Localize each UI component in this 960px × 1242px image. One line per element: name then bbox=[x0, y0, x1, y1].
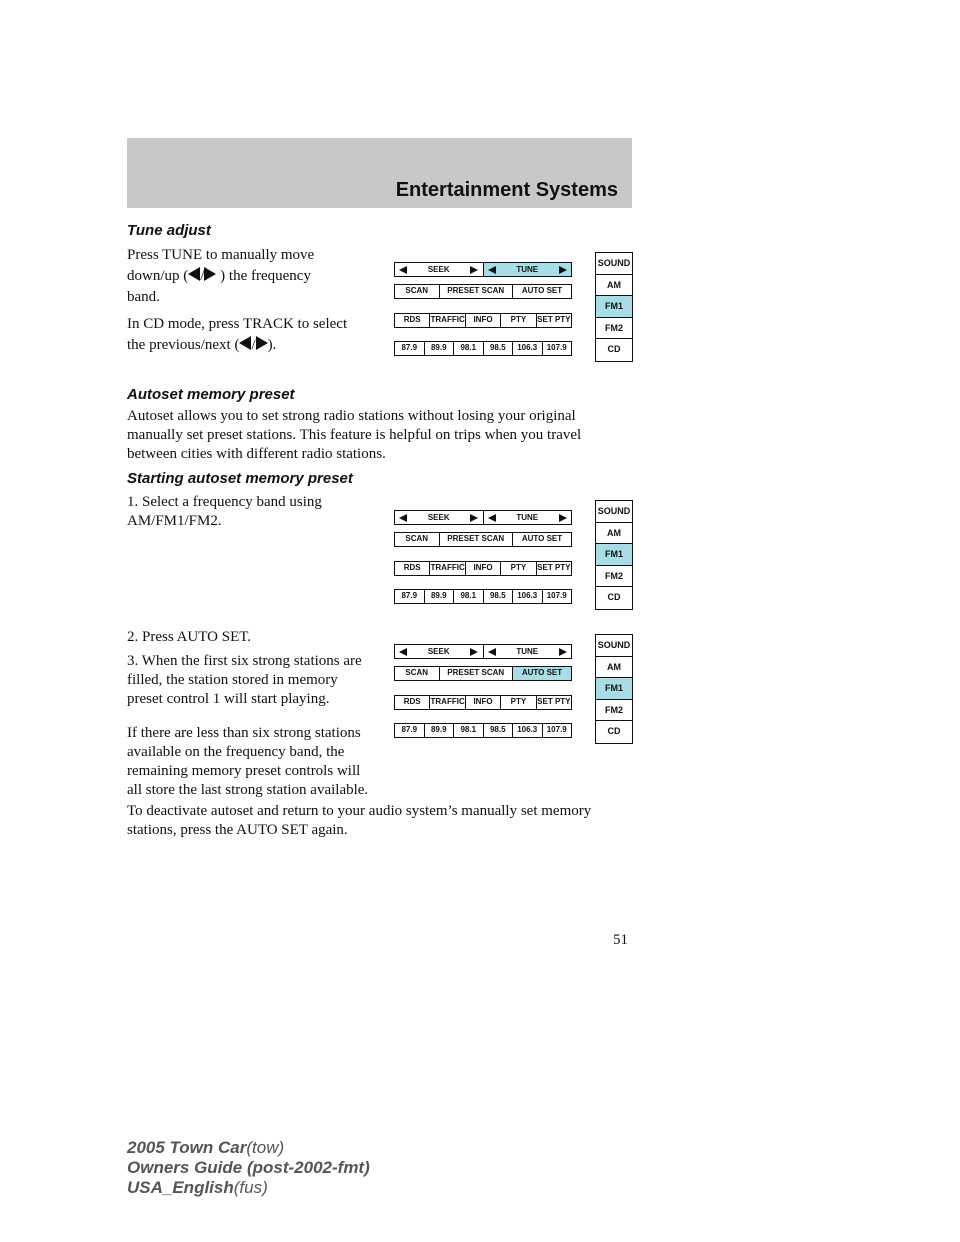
fm2-button[interactable]: FM2 bbox=[596, 566, 632, 588]
page-title: Entertainment Systems bbox=[395, 179, 618, 201]
preset-button[interactable]: 107.9 bbox=[546, 591, 567, 600]
presets-row bbox=[394, 341, 572, 356]
tune-down-icon bbox=[488, 266, 496, 274]
scan-row bbox=[394, 284, 572, 299]
sound-button[interactable]: SOUND bbox=[596, 253, 632, 275]
traffic-button[interactable]: TRAFFIC bbox=[430, 562, 465, 575]
set-pty-button[interactable]: SET PTY bbox=[537, 697, 571, 706]
preset-button[interactable]: 89.9 bbox=[425, 342, 455, 355]
tune-button[interactable] bbox=[484, 645, 572, 658]
set-pty-button[interactable]: SET PTY bbox=[537, 563, 571, 572]
side-buttons bbox=[595, 500, 633, 610]
preset-button[interactable]: 106.3 bbox=[513, 342, 543, 355]
fm1-button[interactable]: FM1 bbox=[596, 678, 632, 700]
arrow-right-icon bbox=[256, 336, 268, 350]
seek-down-icon bbox=[399, 648, 407, 656]
footer-model: 2005 Town Car bbox=[127, 1138, 247, 1157]
arrow-left-icon bbox=[188, 267, 200, 281]
text-line: Press TUNE to manually move bbox=[127, 247, 315, 263]
page-number: 51 bbox=[613, 932, 628, 948]
tune-button[interactable] bbox=[484, 263, 572, 276]
preset-scan-button[interactable]: PRESET SCAN bbox=[440, 533, 514, 546]
header-band bbox=[127, 138, 632, 208]
rds-row bbox=[394, 313, 572, 328]
seek-up-icon bbox=[470, 648, 478, 656]
footer-line-3 bbox=[127, 1178, 370, 1198]
seek-tune-row bbox=[394, 644, 572, 659]
text-line bbox=[127, 266, 387, 287]
scan-button[interactable]: SCAN bbox=[395, 667, 440, 680]
arrow-left-icon bbox=[239, 336, 251, 350]
set-pty-button[interactable]: SET PTY bbox=[537, 315, 571, 324]
fallback-text: If there are less than six strong stations available on the frequency band, the remaining memory preset controls will all store the last strong station available. bbox=[127, 725, 369, 798]
pty-button[interactable]: PTY bbox=[501, 314, 536, 327]
tune-button[interactable] bbox=[484, 511, 572, 524]
autoset-paragraph: Autoset allows you to set strong radio stations without losing your original manually set preset stations. This feature is helpful on trips when you travel between cities with different radio stations. bbox=[127, 408, 582, 462]
side-buttons bbox=[595, 252, 633, 362]
presets-row bbox=[394, 589, 572, 604]
fm2-button[interactable]: FM2 bbox=[596, 318, 632, 340]
auto-set-button[interactable]: AUTO SET bbox=[521, 286, 563, 295]
info-button[interactable]: INFO bbox=[466, 562, 501, 575]
footer bbox=[127, 1138, 370, 1198]
fm2-button[interactable]: FM2 bbox=[596, 700, 632, 722]
side-buttons bbox=[595, 634, 633, 744]
footer-model-code: (tow) bbox=[246, 1138, 285, 1157]
rds-button[interactable]: RDS bbox=[395, 314, 430, 327]
seek-button[interactable] bbox=[395, 511, 484, 524]
preset-button[interactable]: 106.3 bbox=[513, 590, 543, 603]
pty-button[interactable]: PTY bbox=[501, 562, 536, 575]
text-span: ). bbox=[267, 337, 277, 353]
seek-up-icon bbox=[470, 514, 478, 522]
presets-row bbox=[394, 723, 572, 738]
pty-button[interactable]: PTY bbox=[501, 696, 536, 709]
tune-label: TUNE bbox=[516, 512, 539, 522]
preset-button[interactable]: 87.9 bbox=[395, 724, 425, 737]
preset-button[interactable]: 98.1 bbox=[454, 724, 484, 737]
auto-set-button[interactable]: AUTO SET bbox=[521, 534, 563, 543]
preset-button[interactable]: 107.9 bbox=[546, 343, 567, 352]
preset-button[interactable]: 87.9 bbox=[395, 342, 425, 355]
rds-button[interactable]: RDS bbox=[395, 696, 430, 709]
seek-down-icon bbox=[399, 514, 407, 522]
heading-tune-adjust: Tune adjust bbox=[127, 222, 211, 239]
tune-adjust-text bbox=[127, 245, 387, 356]
fm1-button[interactable]: FM1 bbox=[596, 544, 632, 566]
tune-down-icon bbox=[488, 514, 496, 522]
step-2: 2. Press AUTO SET. bbox=[127, 629, 252, 645]
cd-button[interactable]: CD bbox=[607, 344, 621, 354]
seek-tune-row bbox=[394, 510, 572, 525]
preset-button[interactable]: 106.3 bbox=[513, 724, 543, 737]
preset-button[interactable]: 98.1 bbox=[454, 590, 484, 603]
sound-button[interactable]: SOUND bbox=[596, 501, 632, 523]
radio-panel-tune bbox=[386, 252, 636, 364]
preset-button[interactable]: 98.5 bbox=[484, 724, 514, 737]
preset-scan-button[interactable]: PRESET SCAN bbox=[440, 667, 514, 680]
radio-panel-autoset bbox=[386, 634, 636, 746]
text-span: / bbox=[200, 268, 205, 284]
arrow-right-icon bbox=[204, 267, 216, 281]
footer-language: USA_English bbox=[127, 1178, 234, 1197]
rds-row bbox=[394, 695, 572, 710]
step-3: 3. When the first six strong stations are filled, the station stored in memory preset control 1 will start playing. bbox=[127, 653, 362, 707]
tune-up-icon bbox=[559, 266, 567, 274]
heading-starting-autoset: Starting autoset memory preset bbox=[127, 470, 353, 487]
heading-autoset: Autoset memory preset bbox=[127, 386, 295, 403]
preset-button[interactable]: 98.1 bbox=[454, 342, 484, 355]
text-span: down/up ( bbox=[127, 268, 189, 284]
info-button[interactable]: INFO bbox=[466, 696, 501, 709]
text-span: the previous/next ( bbox=[127, 337, 240, 353]
scan-row bbox=[394, 666, 572, 681]
rds-button[interactable]: RDS bbox=[395, 562, 430, 575]
tune-label: TUNE bbox=[516, 264, 539, 274]
preset-button[interactable]: 107.9 bbox=[546, 725, 567, 734]
traffic-button[interactable]: TRAFFIC bbox=[430, 696, 465, 709]
cd-button[interactable]: CD bbox=[607, 726, 621, 736]
preset-button[interactable]: 87.9 bbox=[395, 590, 425, 603]
preset-button[interactable]: 98.5 bbox=[484, 342, 514, 355]
text-span: ) the frequency bbox=[220, 268, 311, 284]
cd-button[interactable]: CD bbox=[607, 592, 621, 602]
tune-up-icon bbox=[559, 514, 567, 522]
scan-row bbox=[394, 532, 572, 547]
am-button[interactable]: AM bbox=[596, 275, 632, 297]
preset-button[interactable]: 89.9 bbox=[425, 590, 455, 603]
seek-button[interactable] bbox=[395, 645, 484, 658]
text-span: / bbox=[251, 337, 256, 353]
rds-row bbox=[394, 561, 572, 576]
am-button[interactable]: AM bbox=[596, 657, 632, 679]
text-line: band. bbox=[127, 289, 160, 305]
traffic-button[interactable]: TRAFFIC bbox=[430, 314, 465, 327]
tune-label: TUNE bbox=[516, 646, 539, 656]
footer-language-code: (fus) bbox=[233, 1178, 268, 1197]
auto-set-button[interactable]: AUTO SET bbox=[513, 667, 571, 680]
deactivate-paragraph: To deactivate autoset and return to your audio system’s manually set memory stations, press the AUTO SET again. bbox=[127, 803, 592, 838]
scan-button[interactable]: SCAN bbox=[395, 285, 440, 298]
seek-label: SEEK bbox=[427, 512, 450, 522]
sound-button[interactable]: SOUND bbox=[596, 635, 632, 657]
seek-button[interactable] bbox=[395, 263, 484, 276]
preset-scan-button[interactable]: PRESET SCAN bbox=[440, 285, 514, 298]
footer-line-2: Owners Guide (post-2002-fmt) bbox=[127, 1158, 370, 1177]
seek-down-icon bbox=[399, 266, 407, 274]
text-line: In CD mode, press TRACK to select bbox=[127, 316, 348, 332]
tune-down-icon bbox=[488, 648, 496, 656]
preset-button[interactable]: 89.9 bbox=[425, 724, 455, 737]
seek-tune-row bbox=[394, 262, 572, 277]
info-button[interactable]: INFO bbox=[466, 314, 501, 327]
text-line bbox=[127, 335, 387, 356]
step-1: 1. Select a frequency band using AM/FM1/FM2. bbox=[127, 494, 322, 529]
fm1-button[interactable]: FM1 bbox=[596, 296, 632, 318]
preset-button[interactable]: 98.5 bbox=[484, 590, 514, 603]
seek-label: SEEK bbox=[427, 646, 450, 656]
tune-up-icon bbox=[559, 648, 567, 656]
seek-up-icon bbox=[470, 266, 478, 274]
seek-label: SEEK bbox=[427, 264, 450, 274]
am-button[interactable]: AM bbox=[596, 523, 632, 545]
radio-panel-band bbox=[386, 500, 636, 612]
scan-button[interactable]: SCAN bbox=[395, 533, 440, 546]
footer-line-1 bbox=[127, 1138, 370, 1158]
